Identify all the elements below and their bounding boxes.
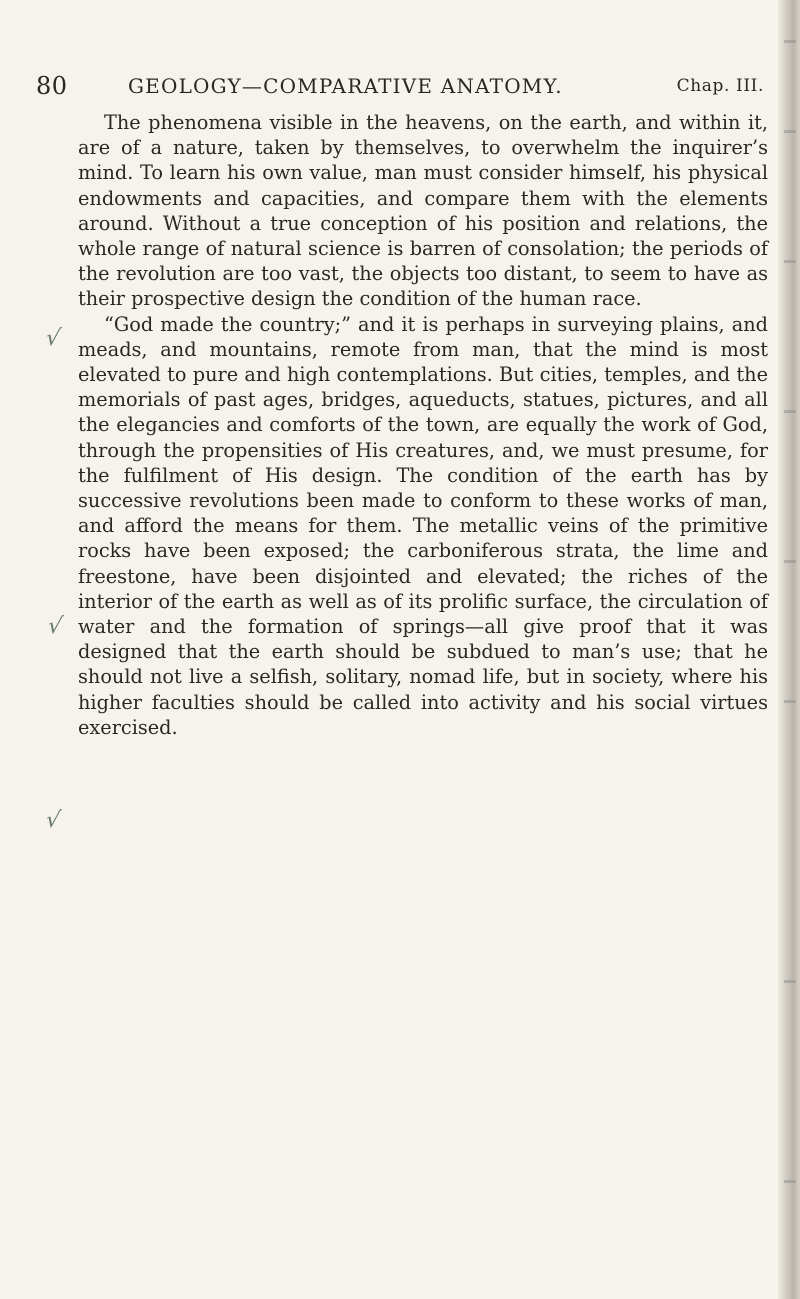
edge-mark	[784, 980, 796, 983]
page-header	[36, 72, 766, 106]
page-number: 80	[36, 72, 68, 100]
paragraph: “God made the country;” and it is perhaps in surveying plains, and meads, and mountains, remote from man, that the mind is most elevated to pure and high contemplations. But cities, temples, and the memorials of past ages, bridges, aqueducts, statues, pictures, and all the elegancies and comforts of the town, are equally the work of God, through the propensities of His creatures, and, we must presume, for the fulfilment of His design. The condition of the earth has by successive revolutions been made to conform to these works of man, and afford the means for them. The metallic veins of the primitive rocks have been exposed; the carboniferous strata, the lime and freestone, have been disjointed and elevated; the riches of the interior of the earth as well as of its prolific surface, the circulation of water and the formation of springs—all give proof that it was designed that the earth should be subdued to man’s use; that he should not live a selfish, solitary, nomad life, but in society, where his higher faculties should be called into activity and his social virtues exercised.	[78, 312, 768, 739]
edge-mark	[784, 700, 796, 703]
edge-mark	[784, 130, 796, 133]
edge-mark	[784, 40, 796, 43]
chapter-reference: Chap. III.	[676, 76, 764, 96]
margin-check-mark: √	[43, 808, 63, 833]
edge-mark	[784, 1180, 796, 1183]
running-head: GEOLOGY—COMPARATIVE ANATOMY.	[128, 74, 563, 98]
body-text	[78, 110, 768, 740]
edge-mark	[784, 560, 796, 563]
edge-mark	[784, 260, 796, 263]
margin-check-mark: √	[43, 326, 63, 351]
edge-mark	[784, 410, 796, 413]
paragraph: The phenomena visible in the heavens, on the earth, and within it, are of a nature, taken by themselves, to overwhelm the inquirer’s mind. To learn his own value, man must consider himself, his physical endowments and capacities, and compare them with the elements around. Without a true conception of his position and relations, the whole range of natural science is barren of consolation; the periods of the revolution are too vast, the objects too distant, to seem to have as their prospective design the condition of the human race.	[78, 111, 768, 311]
margin-check-mark: √	[45, 614, 65, 639]
page-edge	[778, 0, 800, 1299]
